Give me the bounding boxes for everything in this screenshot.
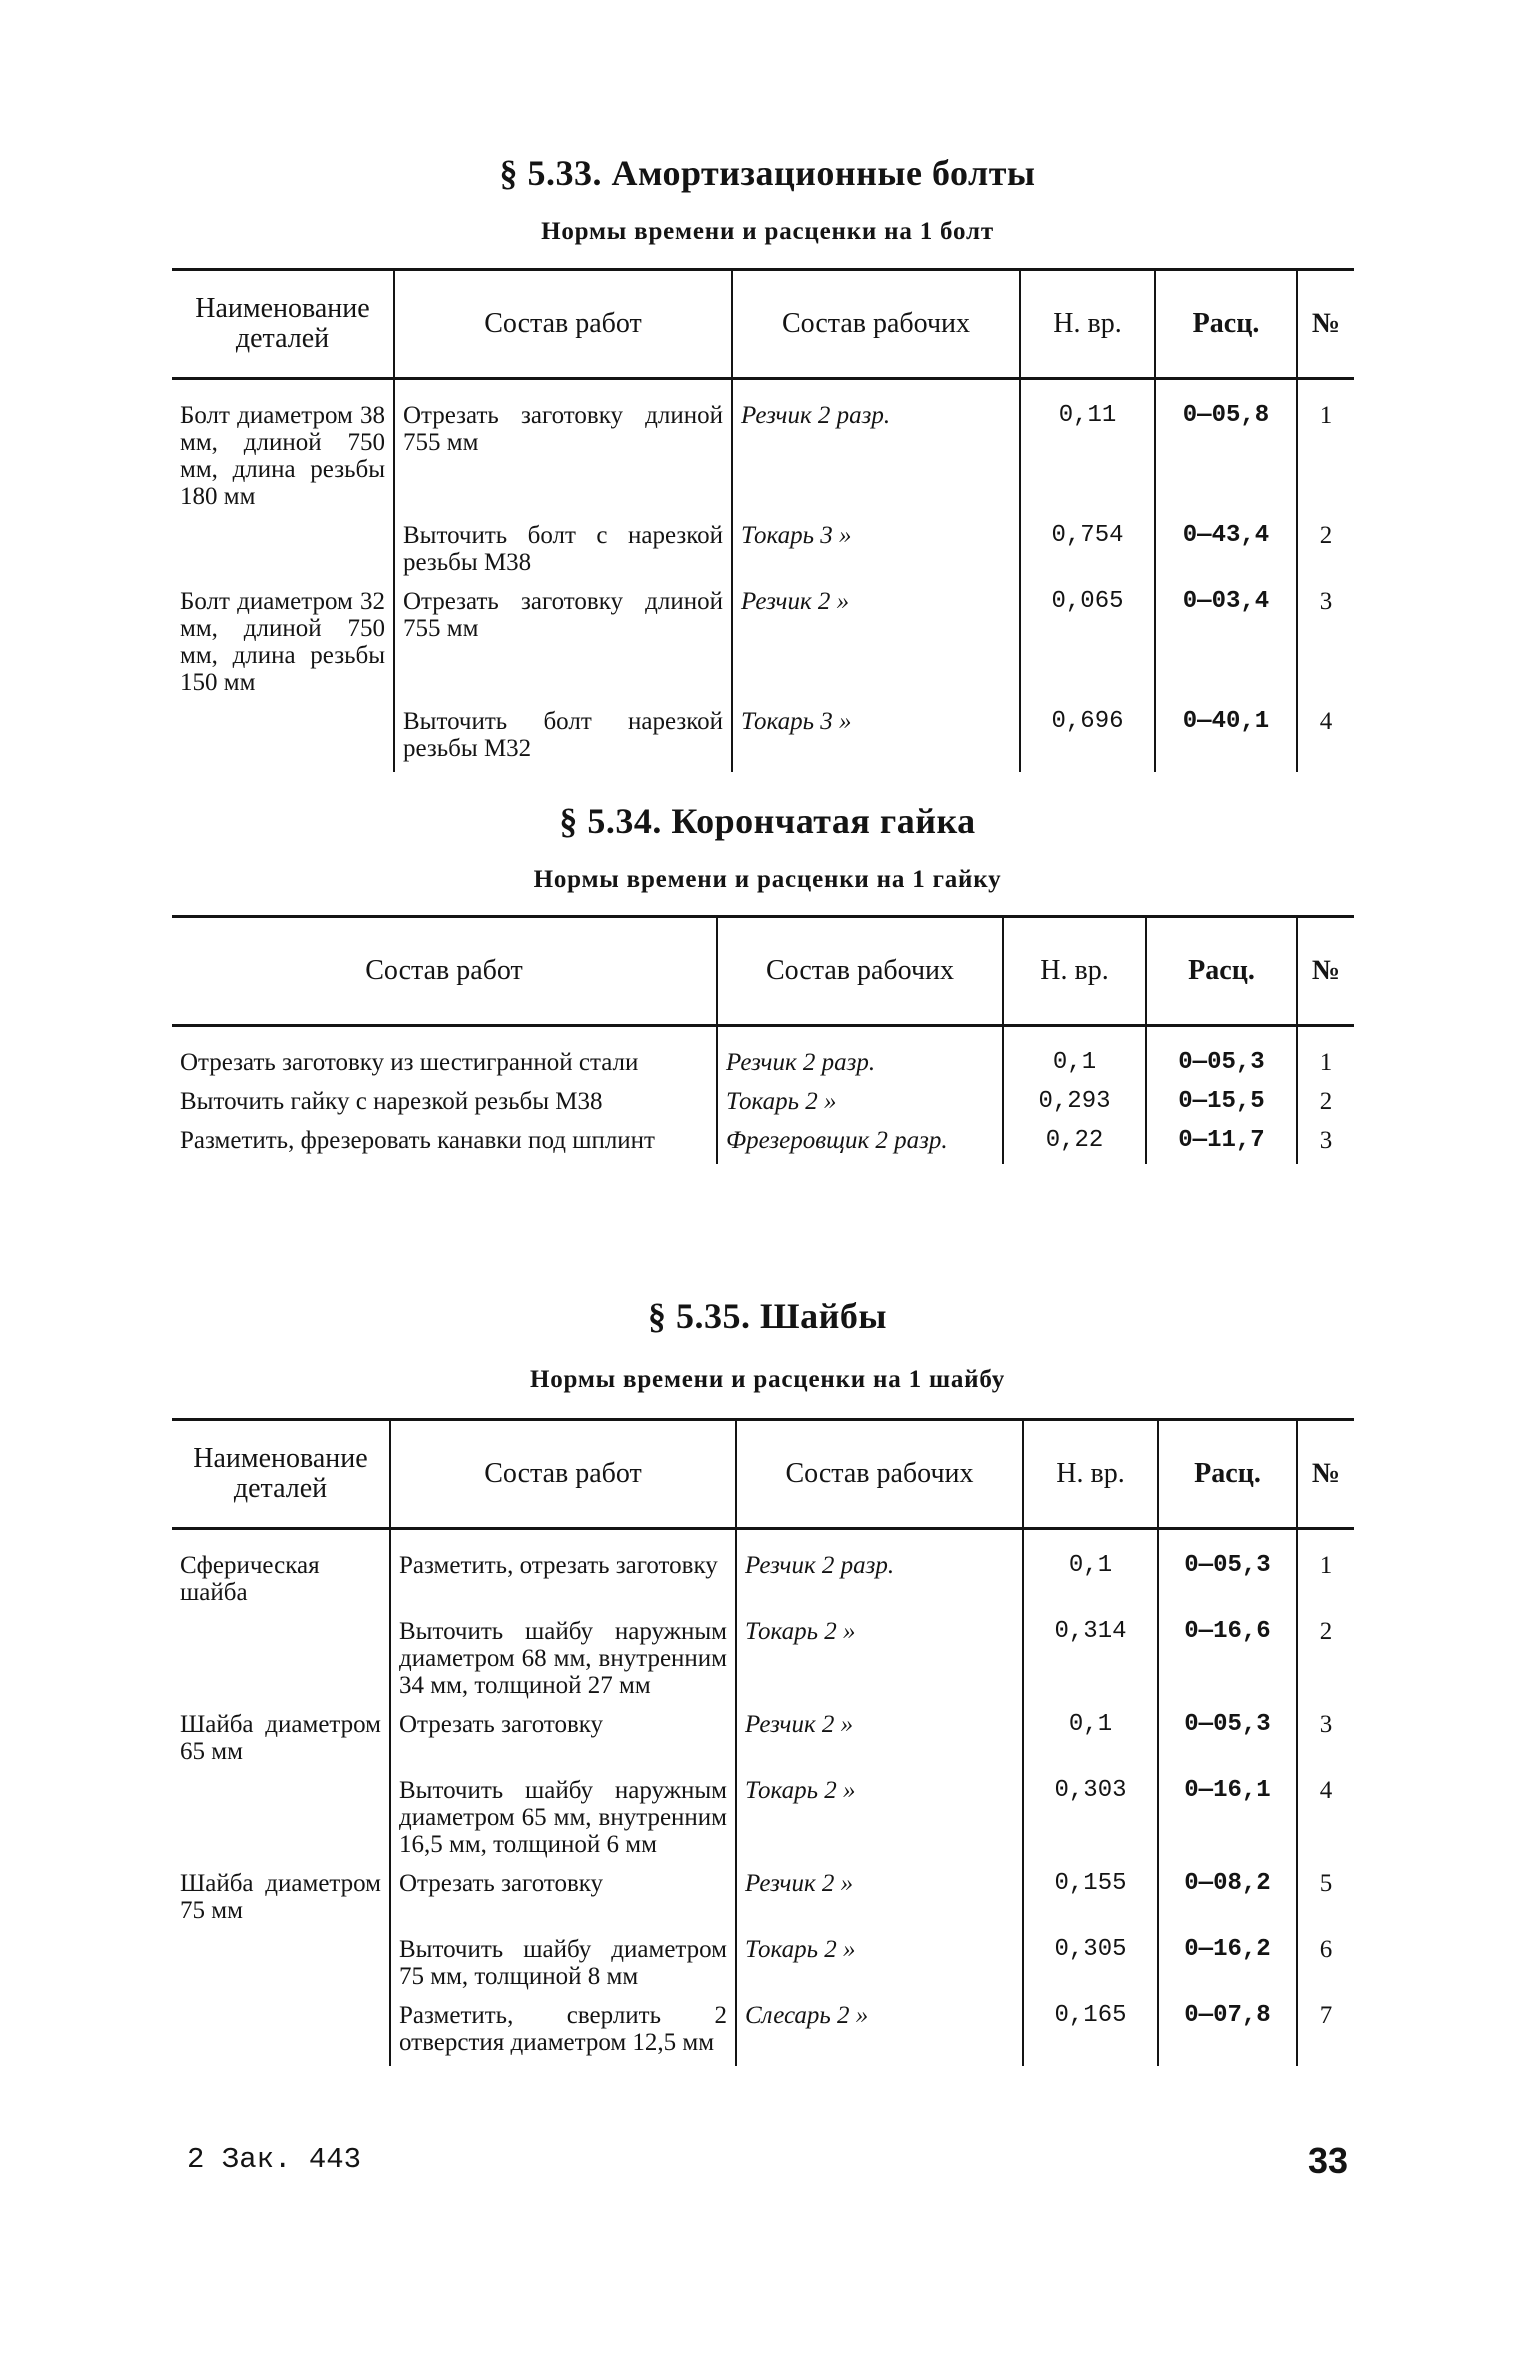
worker-cell: Резчик 2 » — [736, 1868, 1023, 1934]
index-cell: 2 — [1297, 1616, 1354, 1709]
norm-cell: 0,314 — [1023, 1616, 1158, 1709]
index-cell: 2 — [1297, 1086, 1354, 1125]
worker-cell: Токарь 2 » — [736, 1616, 1023, 1709]
bolts-table — [172, 268, 1354, 772]
header-no: № — [1297, 917, 1354, 1026]
header-norm: Н. вр. — [1023, 1420, 1158, 1529]
table-row — [172, 1709, 1354, 1775]
part-cell: Шайба диаметром 75 мм — [180, 1870, 381, 1924]
index-cell: 1 — [1297, 1529, 1354, 1617]
table-caption: Нормы времени и расценки на 1 шайбу — [529, 1366, 1006, 1393]
work-cell: Разметить, отрезать заготовку — [390, 1529, 736, 1617]
header-norm: Н. вр. — [1020, 270, 1155, 379]
work-cell: Разметить, фрезеровать канавки под шплинт — [180, 1127, 655, 1154]
index-cell: 5 — [1297, 1868, 1354, 1934]
worker-cell: Токарь 3 » — [732, 520, 1020, 586]
part-cell — [172, 706, 394, 772]
rate-cell: 0—05,3 — [1158, 1709, 1297, 1775]
part-cell: Болт диаметром 32 мм, длиной 750 мм, длина резьбы 150 мм — [180, 588, 385, 696]
worker-cell: Резчик 2 разр. — [717, 1026, 1003, 1087]
work-cell: Отрезать заготовку длиной 755 мм — [394, 379, 732, 521]
norm-cell: 0,22 — [1003, 1125, 1146, 1164]
rate-cell: 0—16,2 — [1158, 1934, 1297, 2000]
table-row — [172, 1529, 1354, 1617]
worker-cell: Резчик 2 разр. — [732, 379, 1020, 521]
rate-cell: 0—43,4 — [1155, 520, 1297, 586]
header-work: Состав работ — [390, 1420, 736, 1529]
work-cell: Разметить, сверлить 2 отверстия диаметром 12,5 мм — [390, 2000, 736, 2066]
worker-cell: Резчик 2 » — [736, 1709, 1023, 1775]
norm-cell: 0,1 — [1023, 1529, 1158, 1617]
table-caption: Нормы времени и расценки на 1 болт — [541, 218, 994, 245]
header-rate: Расц. — [1158, 1420, 1297, 1529]
norm-cell: 0,754 — [1020, 520, 1155, 586]
norm-cell: 0,305 — [1023, 1934, 1158, 2000]
norm-cell: 0,293 — [1003, 1086, 1146, 1125]
index-cell: 6 — [1297, 1934, 1354, 2000]
work-cell: Отрезать заготовку — [390, 1868, 736, 1934]
index-cell: 1 — [1297, 379, 1354, 521]
worker-cell: Токарь 2 » — [736, 1775, 1023, 1868]
part-cell: Шайба диаметром 65 мм — [180, 1711, 381, 1765]
part-cell — [172, 1616, 390, 1709]
table-row — [172, 520, 1354, 586]
norm-cell: 0,065 — [1020, 586, 1155, 706]
worker-cell: Слесарь 2 » — [736, 2000, 1023, 2066]
table-row — [172, 706, 1354, 772]
work-cell: Отрезать заготовку — [390, 1709, 736, 1775]
nut-table — [172, 915, 1354, 1164]
table-row — [172, 586, 1354, 706]
header-part: Наименование деталей — [172, 1420, 390, 1529]
part-cell — [172, 520, 394, 586]
header-work: Состав работ — [394, 270, 732, 379]
norm-cell: 0,165 — [1023, 2000, 1158, 2066]
header-workers: Состав рабочих — [732, 270, 1020, 379]
work-cell: Выточить шайбу наружным диаметром 68 мм, внутренним 34 мм, толщиной 27 мм — [390, 1616, 736, 1709]
table-row — [172, 1125, 1354, 1164]
table-row — [172, 2000, 1354, 2066]
section-title: § 5.35. Шайбы — [648, 1296, 887, 1336]
header-no: № — [1297, 1420, 1354, 1529]
rate-cell: 0—07,8 — [1158, 2000, 1297, 2066]
norm-cell: 0,1 — [1023, 1709, 1158, 1775]
norm-cell: 0,155 — [1023, 1868, 1158, 1934]
worker-cell: Резчик 2 » — [732, 586, 1020, 706]
index-cell: 7 — [1297, 2000, 1354, 2066]
table-row — [172, 1616, 1354, 1709]
header-work: Состав работ — [172, 917, 717, 1026]
worker-cell: Токарь 2 » — [736, 1934, 1023, 2000]
index-cell: 3 — [1297, 1125, 1354, 1164]
worker-cell: Токарь 2 » — [717, 1086, 1003, 1125]
part-cell: Сферическая шайба — [180, 1552, 320, 1606]
work-cell: Выточить гайку с нарезкой резьбы М38 — [180, 1088, 603, 1115]
page-number: 33 — [1308, 2140, 1349, 2181]
rate-cell: 0—40,1 — [1155, 706, 1297, 772]
header-part: Наименование деталей — [172, 270, 394, 379]
table-row — [172, 1868, 1354, 1934]
index-cell: 3 — [1297, 1709, 1354, 1775]
work-cell: Отрезать заготовку длиной 755 мм — [394, 586, 732, 706]
table-row — [172, 379, 1354, 521]
part-cell — [172, 1934, 390, 2000]
work-cell: Выточить шайбу диаметром 75 мм, толщиной 8 мм — [390, 1934, 736, 2000]
rate-cell: 0—08,2 — [1158, 1868, 1297, 1934]
index-cell: 3 — [1297, 586, 1354, 706]
rate-cell: 0—05,3 — [1146, 1026, 1297, 1087]
worker-cell: Фрезеровщик 2 разр. — [717, 1125, 1003, 1164]
part-cell: Болт диаметром 38 мм, длиной 750 мм, длина резьбы 180 мм — [180, 402, 385, 510]
work-cell: Выточить болт с нарезкой резьбы М38 — [394, 520, 732, 586]
printer-order-note: 2 Зак. 443 — [187, 2143, 362, 2176]
part-cell — [172, 1775, 390, 1868]
index-cell: 2 — [1297, 520, 1354, 586]
work-cell: Выточить шайбу наружным диаметром 65 мм, внутренним 16,5 мм, толщиной 6 мм — [390, 1775, 736, 1868]
rate-cell: 0—16,1 — [1158, 1775, 1297, 1868]
header-workers: Состав рабочих — [717, 917, 1003, 1026]
work-cell: Отрезать заготовку из шестигранной стали — [180, 1049, 639, 1076]
part-cell — [172, 2000, 390, 2066]
rate-cell: 0—03,4 — [1155, 586, 1297, 706]
norm-cell: 0,303 — [1023, 1775, 1158, 1868]
table-caption: Нормы времени и расценки на 1 гайку — [533, 866, 1002, 893]
table-row — [172, 1775, 1354, 1868]
norm-cell: 0,11 — [1020, 379, 1155, 521]
header-workers: Состав рабочих — [736, 1420, 1023, 1529]
header-norm: Н. вр. — [1003, 917, 1146, 1026]
section-title: § 5.34. Корончатая гайка — [559, 801, 976, 841]
work-cell: Выточить болт нарезкой резьбы М32 — [394, 706, 732, 772]
rate-cell: 0—05,3 — [1158, 1529, 1297, 1617]
rate-cell: 0—11,7 — [1146, 1125, 1297, 1164]
header-rate: Расц. — [1146, 917, 1297, 1026]
index-cell: 4 — [1297, 1775, 1354, 1868]
index-cell: 1 — [1297, 1026, 1354, 1087]
worker-cell: Резчик 2 разр. — [736, 1529, 1023, 1617]
worker-cell: Токарь 3 » — [732, 706, 1020, 772]
washers-table — [172, 1418, 1354, 2066]
rate-cell: 0—16,6 — [1158, 1616, 1297, 1709]
norm-cell: 0,696 — [1020, 706, 1155, 772]
table-row — [172, 1934, 1354, 2000]
index-cell: 4 — [1297, 706, 1354, 772]
section-title: § 5.33. Амортизационные болты — [499, 153, 1036, 193]
rate-cell: 0—15,5 — [1146, 1086, 1297, 1125]
rate-cell: 0—05,8 — [1155, 379, 1297, 521]
norm-cell: 0,1 — [1003, 1026, 1146, 1087]
header-no: № — [1297, 270, 1354, 379]
table-row — [172, 1086, 1354, 1125]
table-row — [172, 1026, 1354, 1087]
header-rate: Расц. — [1155, 270, 1297, 379]
